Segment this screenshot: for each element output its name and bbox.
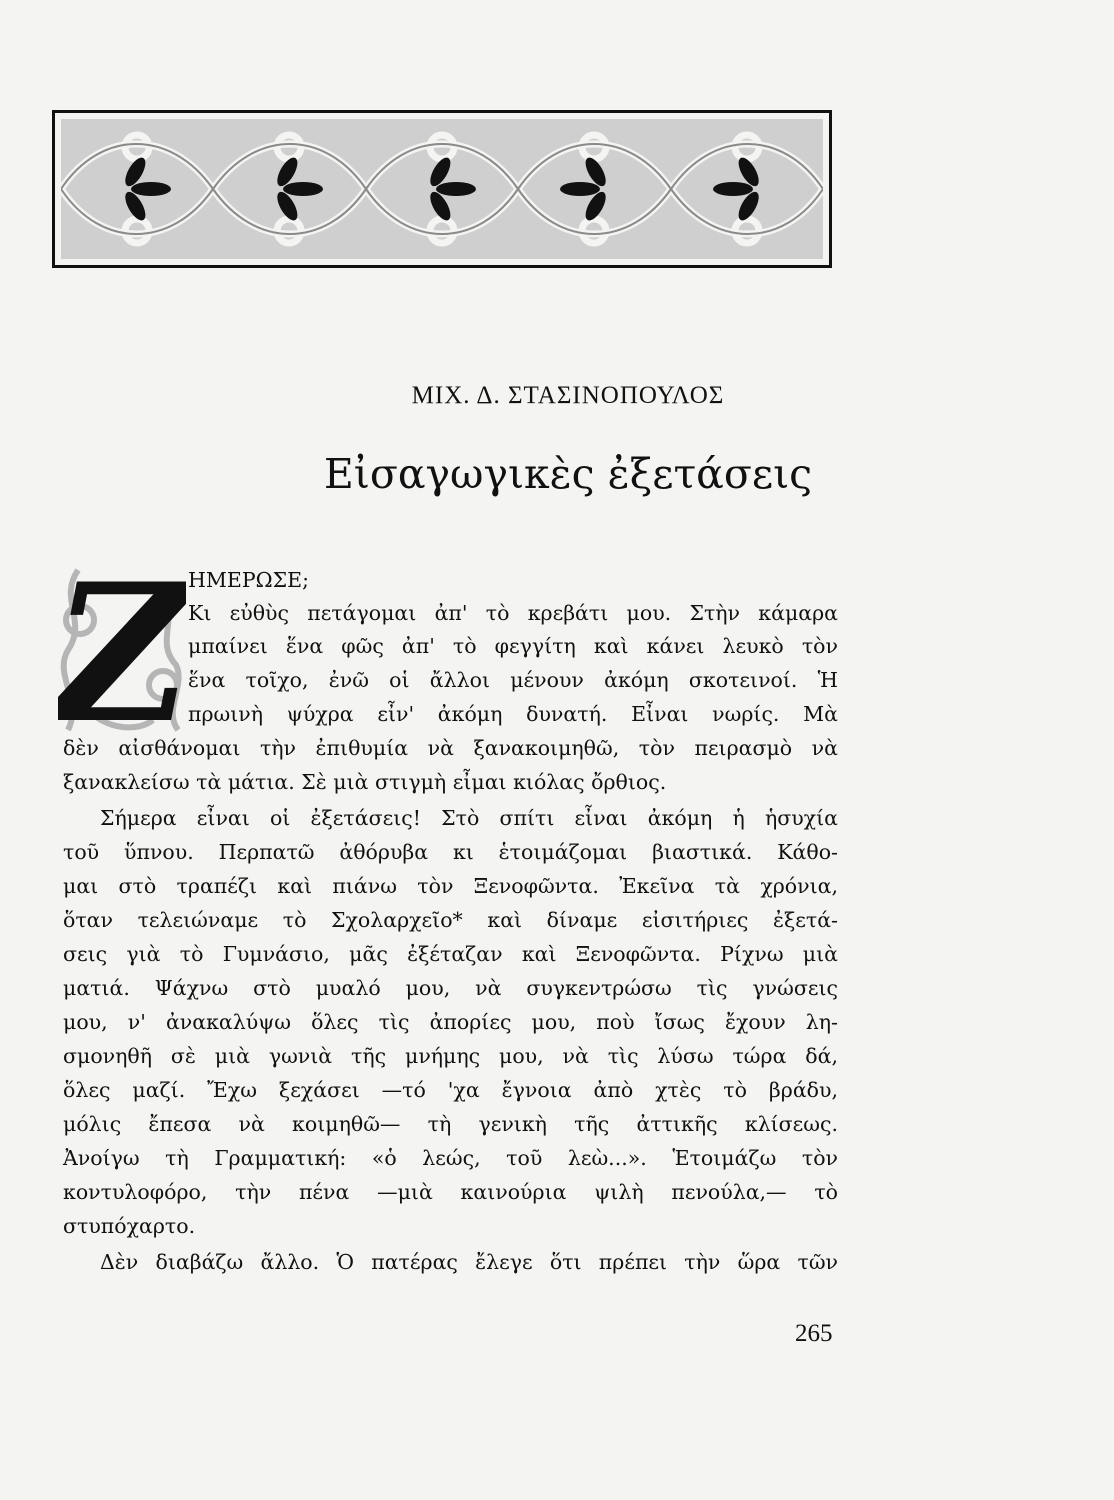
body-line: μπαίνει ἕνα φῶς ἀπ' τὸ φεγγίτη καὶ κάνει λευκὸ τὸν bbox=[188, 634, 838, 658]
body-line: ΗΜΕΡΩΣΕ; bbox=[188, 568, 309, 592]
body-line: σεις γιὰ τὸ Γυμνάσιο, μᾶς ἐξέταζαν καὶ Ξενοφῶντα. Ρίχνω μιὰ bbox=[63, 942, 838, 966]
author-name: ΜΙΧ. Δ. ΣΤΑΣΙΝΟΠΟΥΛΟΣ bbox=[411, 382, 725, 409]
body-line: Σήμερα εἶναι οἱ ἐξετάσεις! Στὸ σπίτι εἶναι ἀκόμη ἡ ἡσυχία bbox=[100, 806, 838, 830]
body-line: Δὲν διαβάζω ἄλλο. Ὁ πατέρας ἔλεγε ὅτι πρέπει τὴν ὥρα τῶν bbox=[100, 1250, 838, 1274]
body-line: Ἀνοίγω τὴ Γραμματική: «ὁ λεώς, τοῦ λεὼ...». Ἑτοιμάζω τὸν bbox=[63, 1146, 838, 1170]
body-line: σμονηθῆ σὲ μιὰ γωνιὰ τῆς μνήμης μου, νὰ τὶς λύσω τώρα δά, bbox=[63, 1044, 838, 1068]
body-line: ὅλες μαζί. Ἔχω ξεχάσει —τό 'χα ἔγνοια ἀπὸ χτὲς τὸ βράδυ, bbox=[63, 1078, 838, 1102]
body-line: τοῦ ὕπνου. Περπατῶ ἀθόρυβα κι ἑτοιμάζομαι βιαστικά. Κάθο- bbox=[63, 840, 838, 864]
body-line: ξανακλείσω τὰ μάτια. Σὲ μιὰ στιγμὴ εἶμαι κιόλας ὄρθιος. bbox=[63, 770, 667, 794]
drop-cap-flourish-icon bbox=[58, 560, 186, 738]
story-title: Εἰσαγωγικὲς ἐξετάσεις bbox=[323, 450, 813, 498]
drop-cap bbox=[58, 560, 186, 738]
body-line: ὅταν τελειώναμε τὸ Σχολαρχεῖο* καὶ δίναμε εἰσιτήριες ἐξετά- bbox=[63, 908, 838, 932]
page-number: 265 bbox=[795, 1320, 833, 1347]
body-line: μαι στὸ τραπέζι καὶ πιάνω τὸν Ξενοφῶντα. Ἐκεῖνα τὰ χρόνια, bbox=[63, 874, 838, 898]
body-line: ματιά. Ψάχνω στὸ μυαλό μου, νὰ συγκεντρώσω τὶς γνώσεις bbox=[63, 976, 838, 1000]
fleuron-ornament-icon bbox=[61, 119, 823, 259]
body-line: Κι εὐθὺς πετάγομαι ἀπ' τὸ κρεβάτι μου. Στὴν κάμαρα bbox=[188, 601, 838, 625]
body-line: ἕνα τοῖχο, ἐνῶ οἱ ἄλλοι μένουν ἀκόμη σκοτεινοί. Ἡ bbox=[188, 668, 838, 692]
body-line: μόλις ἔπεσα νὰ κοιμηθῶ— τὴ γενικὴ τῆς ἀττικῆς κλίσεως. bbox=[63, 1112, 838, 1136]
body-line: μου, ν' ἀνακαλύψω ὅλες τὶς ἀπορίες μου, ποὺ ἴσως ἔχουν λη- bbox=[63, 1010, 838, 1034]
body-line: κοντυλοφόρο, τὴν πένα —μιὰ καινούρια ψιλὴ πενούλα,— τὸ bbox=[63, 1180, 838, 1204]
ornamental-header-band bbox=[52, 110, 832, 268]
body-line: στυπόχαρτο. bbox=[63, 1214, 196, 1238]
body-line: δὲν αἰσθάνομαι τὴν ἐπιθυμία νὰ ξανακοιμηθῶ, τὸν πειρασμὸ νὰ bbox=[63, 736, 838, 760]
drop-cap-letter: Ζ bbox=[58, 560, 186, 738]
body-line: πρωινὴ ψύχρα εἶν' ἀκόμη δυνατή. Εἶναι νωρίς. Μὰ bbox=[188, 702, 838, 726]
